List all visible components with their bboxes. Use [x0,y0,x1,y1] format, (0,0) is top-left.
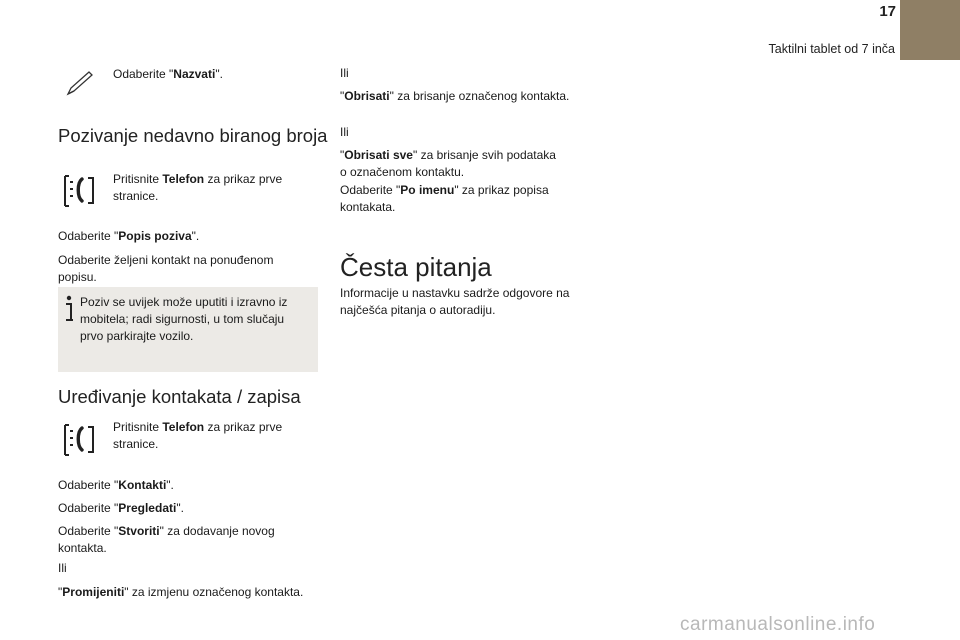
step-edit: "Promijeniti" za izmjenu označenog kontakta. [58,585,304,599]
page-tab [900,0,960,60]
step-select-contact: Odaberite željeni kontakt na ponuđenom popisu. [58,253,274,284]
step-create: Odaberite "Stvoriti" za dodavanje novog kontakta. [58,524,275,555]
watermark: carmanualsonline.info [680,614,876,635]
or-label-2: Ili [340,66,349,80]
phone-icon [62,172,96,208]
phone-step-2: Pritisnite Telefon za prikaz prve stranice. [113,420,283,451]
section-title-recent-calls: Pozivanje nedavno biranog broja [58,125,328,146]
info-icon [62,295,76,323]
chapter-title: Taktilni tablet od 7 inča [768,42,895,56]
note-text: Poziv se uvijek može uputiti i izravno iz mobitela; radi sigurnosti, u tom slučaju prvo parkirajte vozilo. [80,295,288,343]
step-by-name: Odaberite "Po imenu" za prikaz popisa kontakata. [340,183,549,214]
phone-step-1: Pritisnite Telefon za prikaz prve stranice. [113,172,283,203]
step-view: Odaberite "Pregledati". [58,501,184,515]
page-number: 17 [879,3,896,20]
or-label-1: Ili [58,561,67,575]
pencil-icon [62,68,96,98]
step-call-list: Odaberite "Popis poziva". [58,229,200,243]
faq-title: Česta pitanja [340,252,492,282]
faq-intro: Informacije u nastavku sadrže odgovore na najčešća pitanja o autoradiju. [340,286,570,317]
call-step: Odaberite "Nazvati". [113,67,223,81]
step-contacts: Odaberite "Kontakti". [58,478,174,492]
step-delete: "Obrisati" za brisanje označenog kontakta. [340,89,570,103]
section-title-edit-contacts: Uređivanje kontakata / zapisa [58,386,301,407]
step-delete-all: "Obrisati sve" za brisanje svih podataka o označenom kontaktu. [340,148,556,179]
phone-icon [62,421,96,457]
or-label-3: Ili [340,125,349,139]
